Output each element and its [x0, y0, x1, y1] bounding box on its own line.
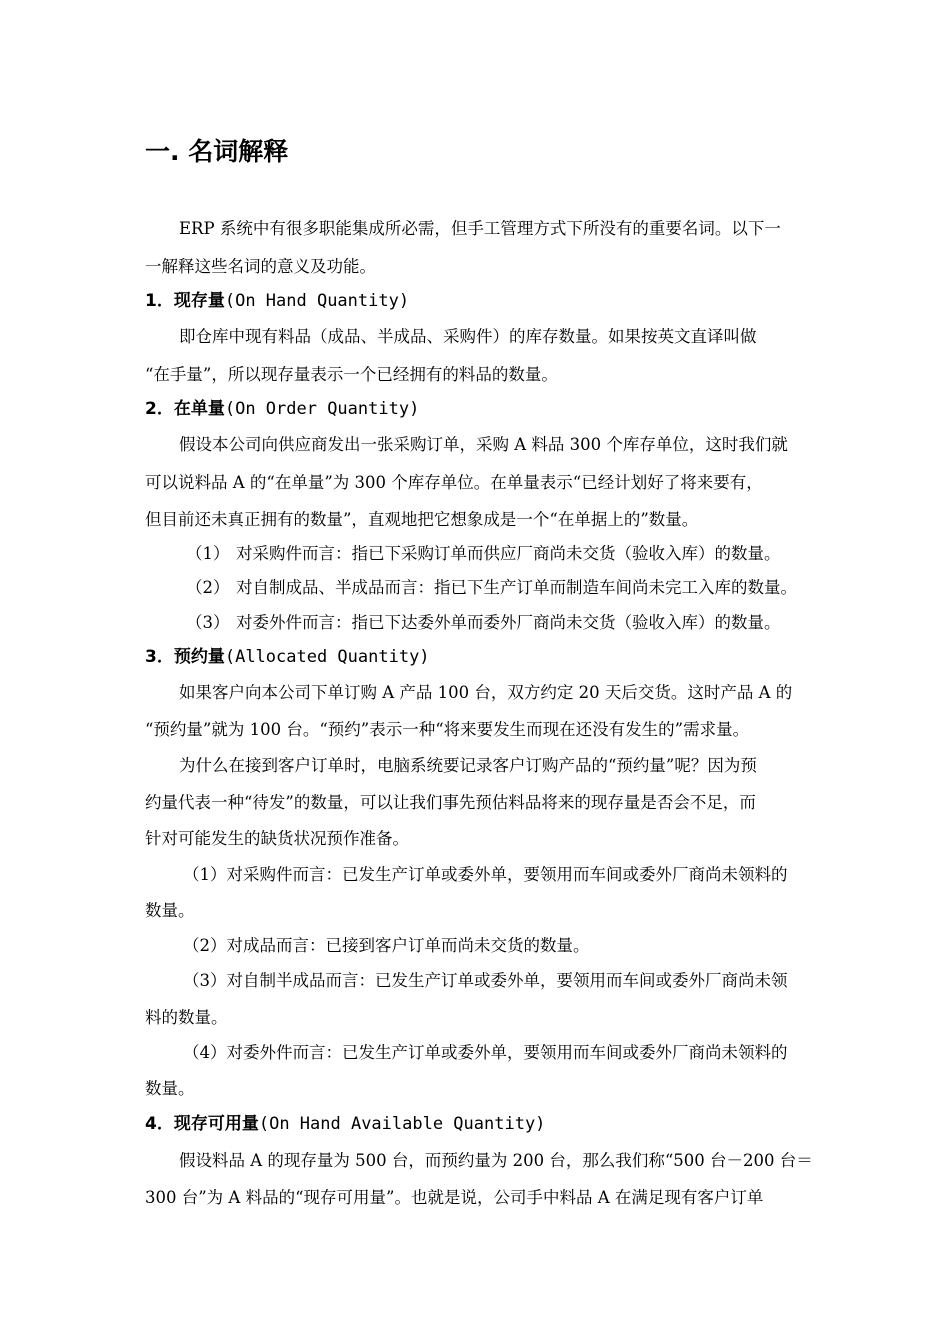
section-2-english: (On Order Quantity)	[224, 399, 420, 419]
section-3-item-2: （2）对成品而言：已接到客户订单而尚未交货的数量。	[183, 936, 590, 955]
section-3-english: (Allocated Quantity)	[224, 647, 430, 667]
section-4-heading	[145, 1113, 545, 1135]
section-1-line-1: 即仓库中现有料品（成品、半成品、采购件）的库存数量。如果按英文直译叫做	[179, 327, 757, 346]
section-3-number: 3．	[145, 647, 174, 667]
item-text: 对采购件而言：指已下采购订单而供应厂商尚未交货（验收入库）的数量。	[236, 544, 781, 563]
section-2-item-2	[186, 577, 797, 599]
section-4-number: 4．	[145, 1114, 174, 1134]
section-3-line-4: 约量代表一种“待发”的数量，可以让我们事先预估料品将来的现存量是否会不足，而	[145, 793, 756, 812]
section-4-line-1: 假设料品 A 的现存量为 500 台，而预约量为 200 台，那么我们称“500 台－200 台＝	[179, 1151, 813, 1170]
section-3-line-1: 如果客户向本公司下单订购 A 产品 100 台，双方约定 20 天后交货。这时产品 A 的	[179, 683, 793, 702]
section-3-item-3-line-2: 料的数量。	[145, 1008, 228, 1027]
section-3-item-4-line-2: 数量。	[145, 1079, 195, 1098]
section-4-title: 现存可用量	[173, 1114, 259, 1134]
item-text: 对自制成品、半成品而言：指已下生产订单而制造车间尚未完工入库的数量。	[236, 578, 797, 597]
section-2-heading	[145, 398, 419, 420]
section-1-title: 现存量	[173, 291, 225, 311]
item-text: 对委外件而言：指已下达委外单而委外厂商尚未交货（验收入库）的数量。	[236, 613, 781, 632]
section-3-title: 预约量	[173, 647, 225, 667]
item-number: （3）	[186, 613, 230, 632]
section-1-line-2: “在手量”，所以现存量表示一个已经拥有的料品的数量。	[145, 365, 558, 384]
section-1-number: 1．	[145, 291, 174, 311]
section-3-line-3: 为什么在接到客户订单时，电脑系统要记录客户订购产品的“预约量”呢？因为预	[179, 756, 757, 775]
section-3-line-5: 针对可能发生的缺货状况预作准备。	[145, 829, 409, 848]
section-2-number: 2．	[145, 399, 174, 419]
section-2-item-1	[186, 543, 781, 565]
section-2-line-2: 可以说料品 A 的“在单量”为 300 个库存单位。在单量表示“已经计划好了将来要有，	[145, 473, 763, 492]
item-number: （2）	[186, 578, 230, 597]
section-3-item-4-line-1: （4）对委外件而言：已发生产订单或委外单，要领用而车间或委外厂商尚未领料的	[183, 1043, 788, 1062]
section-3-line-2: “预约量”就为 100 台。“预约”表示一种“将来要发生而现在还没有发生的”需求量。	[145, 720, 750, 739]
section-2-title: 在单量	[173, 399, 225, 419]
section-3-item-1-line-1: （1）对采购件而言：已发生产订单或委外单，要领用而车间或委外厂商尚未领料的	[183, 865, 788, 884]
intro-line-1: ERP 系统中有很多职能集成所必需，但手工管理方式下所没有的重要名词。以下一	[179, 219, 781, 238]
section-4-english: (On Hand Available Quantity)	[258, 1114, 546, 1134]
item-number: （1）	[186, 544, 230, 563]
page-title: 一. 名词解释	[145, 137, 289, 166]
section-3-item-1-line-2: 数量。	[145, 901, 195, 920]
section-3-item-3-line-1: （3）对自制半成品而言：已发生产订单或委外单，要领用而车间或委外厂商尚未领	[183, 971, 788, 990]
intro-line-2: 一解释这些名词的意义及功能。	[145, 257, 376, 276]
section-2-line-1: 假设本公司向供应商发出一张采购订单，采购 A 料品 300 个库存单位，这时我们就	[179, 435, 788, 454]
section-1-english: (On Hand Quantity)	[224, 291, 410, 311]
section-3-heading	[145, 646, 430, 668]
section-1-heading	[145, 290, 409, 312]
section-4-line-2: 300 台”为 A 料品的“现存可用量”。也就是说，公司手中料品 A 在满足现有客户订单	[145, 1188, 764, 1207]
section-2-item-3	[186, 612, 781, 634]
section-2-line-3: 但目前还未真正拥有的数量”，直观地把它想象成是一个“在单据上的”数量。	[145, 510, 699, 529]
